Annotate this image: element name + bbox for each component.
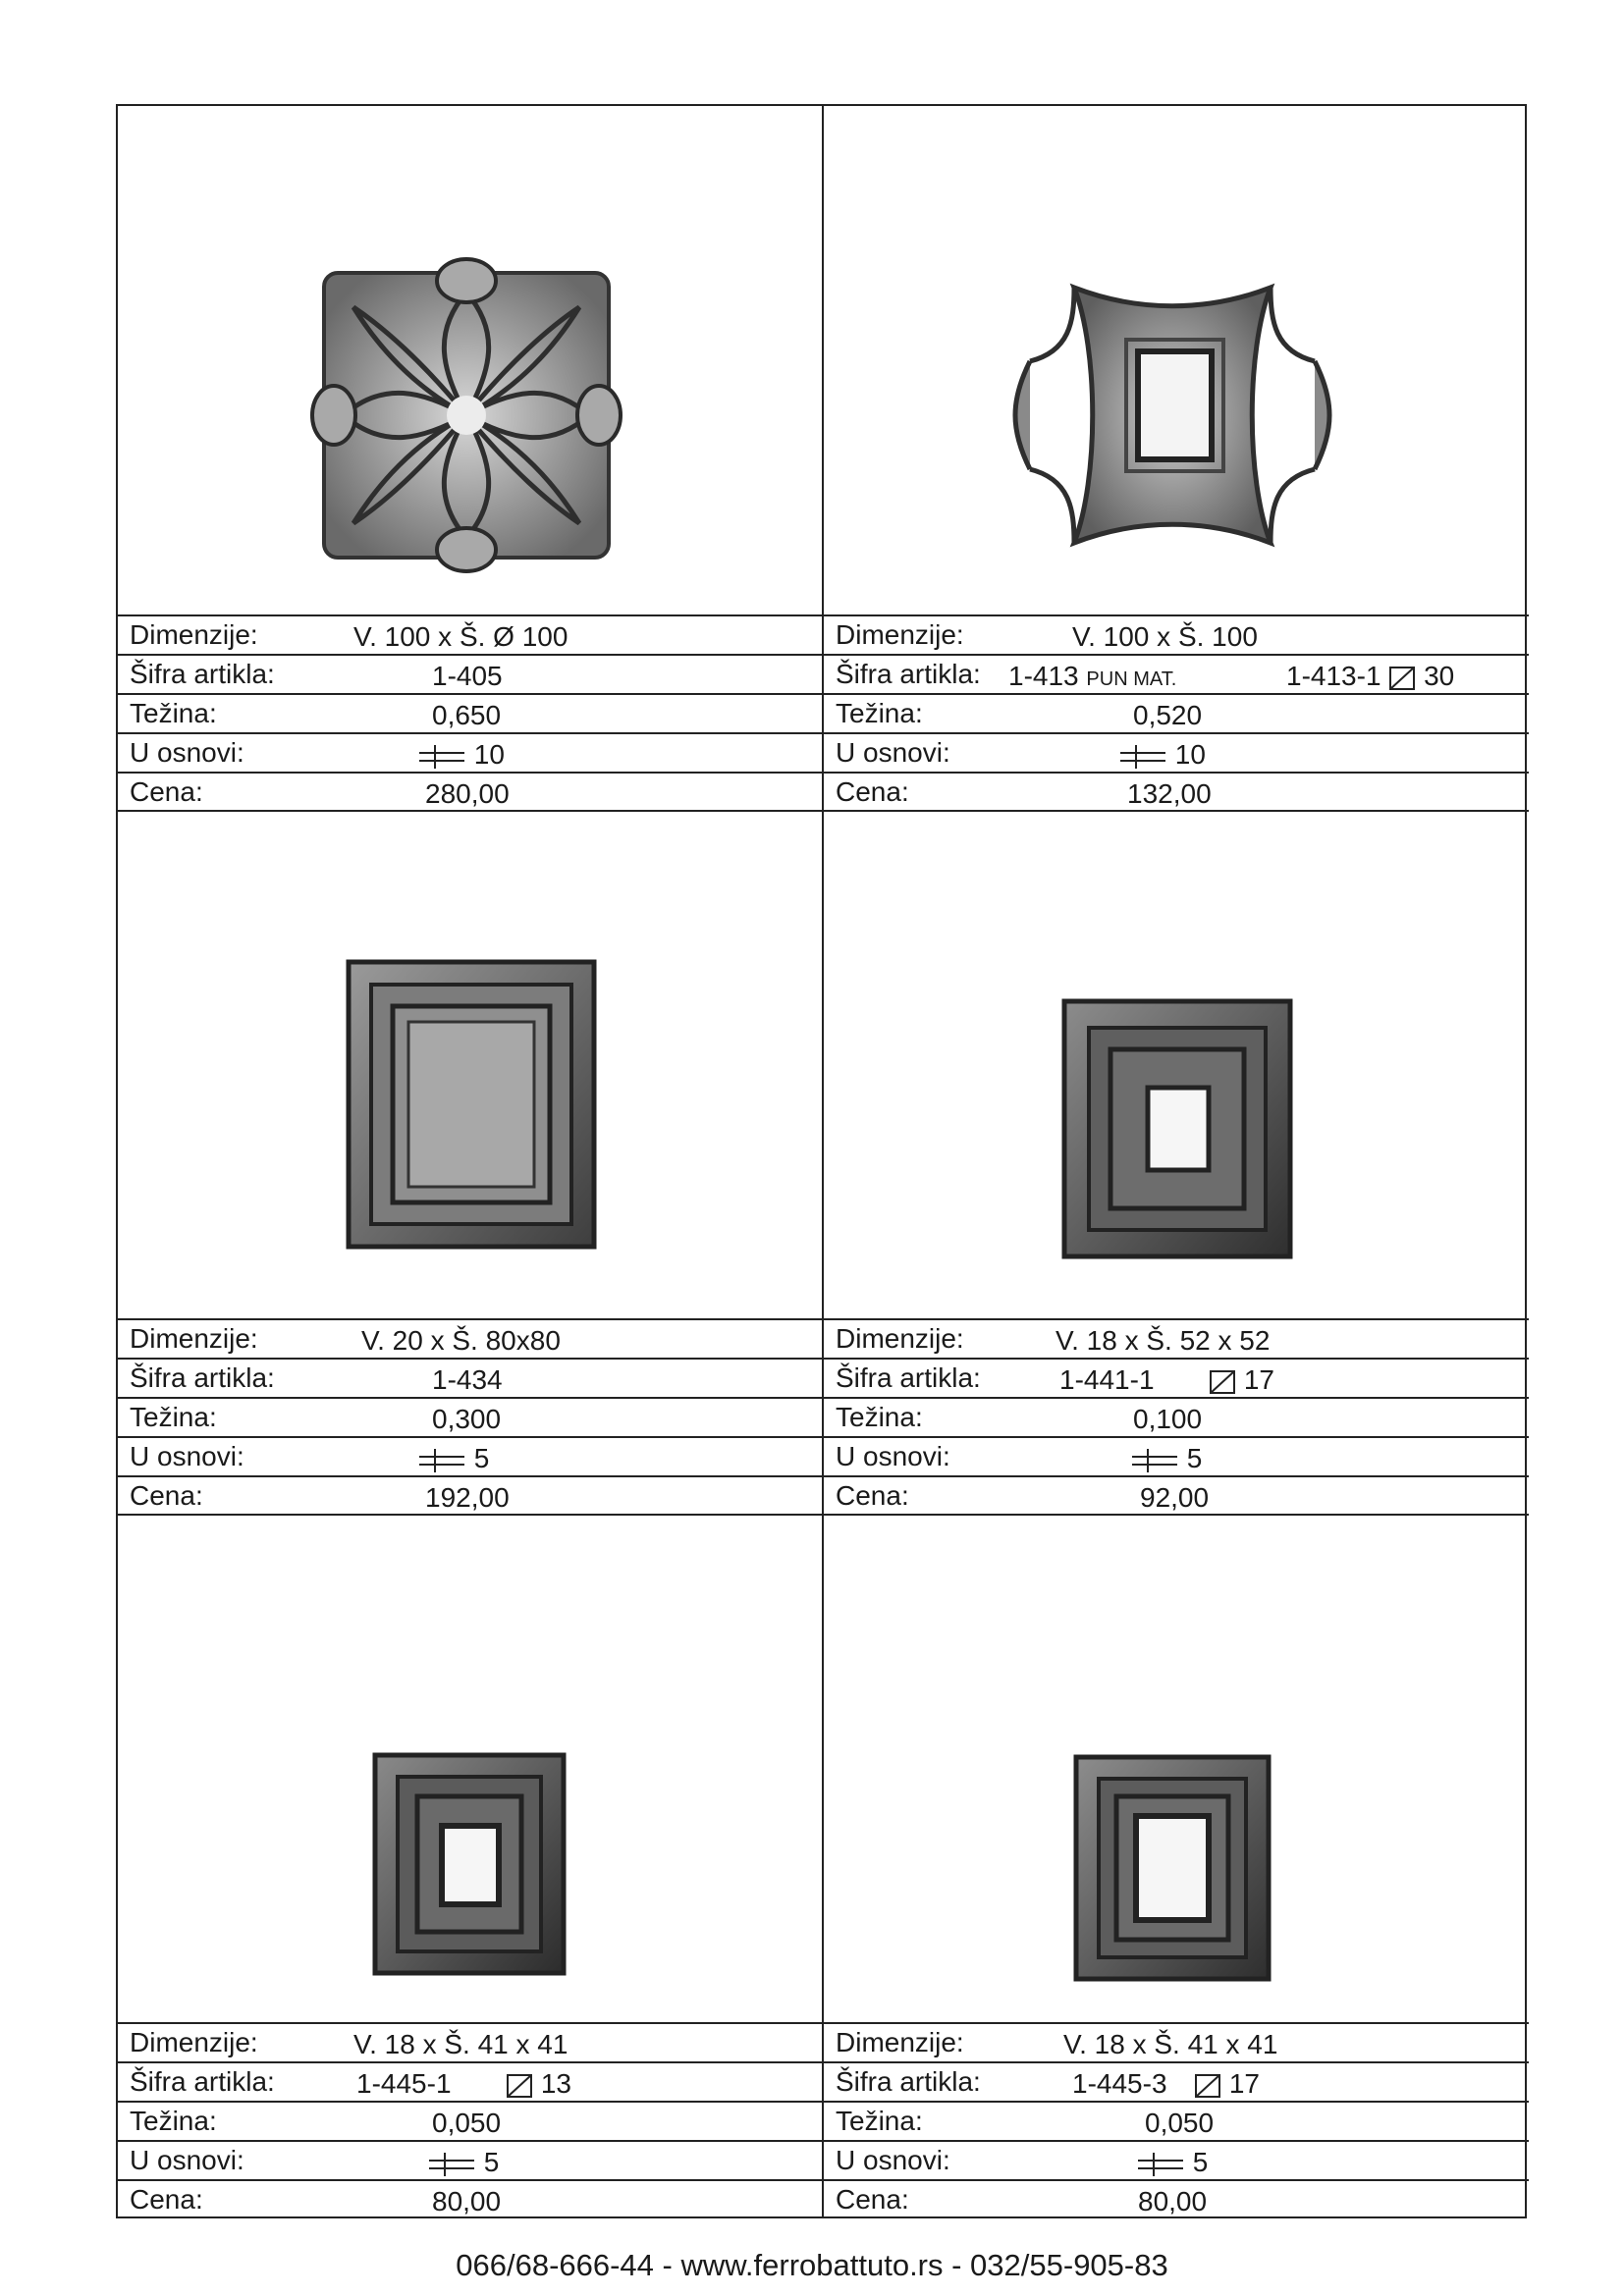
value-base: 5 <box>483 2147 500 2177</box>
value-code: 1-405 <box>432 661 503 691</box>
cross-section-square-icon <box>1130 1448 1179 1473</box>
spec-row-base <box>118 1436 823 1475</box>
value-code-alt: 1-413-1 <box>1286 661 1381 691</box>
square-hole-icon <box>1194 2073 1221 2099</box>
label-dimensions: Dimenzije: <box>130 1323 258 1354</box>
value-weight: 0,300 <box>432 1404 502 1434</box>
value-code: 1-445-1 <box>356 2068 452 2099</box>
value-dimensions: V. 18 x Š. 41 x 41 <box>1063 2029 1278 2059</box>
spec-row-weight <box>824 2101 1529 2140</box>
cross-section-square-icon <box>417 1448 466 1473</box>
label-dimensions: Dimenzije: <box>836 1323 964 1354</box>
cross-section-square-icon <box>427 2152 476 2177</box>
value-dimensions: V. 18 x Š. 41 x 41 <box>353 2029 568 2059</box>
spec-row-dimensions <box>118 2022 823 2061</box>
product-specs <box>824 1318 1529 1514</box>
label-base: U osnovi: <box>130 2145 244 2175</box>
label-weight: Težina: <box>836 1402 923 1432</box>
product-specs <box>118 614 823 810</box>
product-card-1-445-3 <box>824 1514 1529 2217</box>
square-hole-icon <box>506 2073 533 2099</box>
small-square-collar-icon <box>118 1514 823 2022</box>
value-code-alt-size: 30 <box>1424 661 1455 691</box>
spec-row-weight <box>118 1397 823 1436</box>
product-card-1-445-1 <box>118 1514 823 2217</box>
product-specs <box>118 2022 823 2217</box>
value-code-size: 13 <box>540 2068 572 2099</box>
label-dimensions: Dimenzije: <box>836 2027 964 2057</box>
spec-row-base <box>118 2140 823 2179</box>
label-dimensions: Dimenzije: <box>130 2027 258 2057</box>
spec-row-weight <box>118 2101 823 2140</box>
label-code: Šifra artikla: <box>130 659 275 689</box>
spec-row-price <box>824 2179 1529 2218</box>
spec-row-code <box>824 1358 1529 1397</box>
product-card-1-434 <box>118 810 823 1514</box>
cross-section-square-icon <box>1136 2152 1185 2177</box>
value-code: 1-434 <box>432 1364 503 1395</box>
value-weight: 0,050 <box>432 2108 502 2138</box>
spec-row-price <box>118 772 823 811</box>
product-image <box>824 1514 1529 2022</box>
label-price: Cena: <box>130 776 203 807</box>
value-weight: 0,520 <box>1133 700 1203 730</box>
value-weight: 0,100 <box>1133 1404 1203 1434</box>
label-code: Šifra artikla: <box>836 1362 981 1393</box>
label-base: U osnovi: <box>130 1441 244 1471</box>
spec-row-dimensions <box>824 2022 1529 2061</box>
value-base: 5 <box>1192 2147 1209 2177</box>
spec-row-dimensions <box>118 614 823 654</box>
value-price: 132,00 <box>1127 778 1212 809</box>
label-price: Cena: <box>130 2184 203 2215</box>
value-dimensions: V. 18 x Š. 52 x 52 <box>1056 1325 1271 1356</box>
spec-row-dimensions <box>824 1318 1529 1358</box>
value-code-size: 17 <box>1243 1364 1275 1395</box>
label-code: Šifra artikla: <box>836 2066 981 2097</box>
label-code: Šifra artikla: <box>836 659 981 689</box>
label-weight: Težina: <box>130 698 217 728</box>
value-code: 1-413 <box>1008 661 1079 691</box>
product-specs <box>118 1318 823 1514</box>
spec-row-dimensions <box>118 1318 823 1358</box>
spec-row-base <box>824 732 1529 772</box>
product-image <box>118 106 823 614</box>
value-base: 5 <box>1186 1443 1203 1473</box>
product-image <box>824 106 1529 614</box>
product-card-1-413 <box>824 106 1529 810</box>
spec-row-weight <box>824 1397 1529 1436</box>
label-weight: Težina: <box>836 2106 923 2136</box>
rosette-hole-icon <box>824 106 1529 614</box>
label-base: U osnovi: <box>836 1441 950 1471</box>
product-specs <box>824 614 1529 810</box>
spec-row-price <box>824 772 1529 811</box>
product-specs <box>824 2022 1529 2217</box>
spec-row-base <box>118 732 823 772</box>
spec-row-code <box>118 654 823 693</box>
label-price: Cena: <box>130 1480 203 1511</box>
value-price: 80,00 <box>432 2186 502 2216</box>
value-dimensions: V. 100 x Š. 100 <box>1072 621 1258 652</box>
small-square-collar-icon <box>824 1514 1529 2022</box>
spec-row-dimensions <box>824 614 1529 654</box>
label-code: Šifra artikla: <box>130 2066 275 2097</box>
product-catalog-grid <box>116 104 1527 2218</box>
product-image <box>824 810 1529 1318</box>
label-price: Cena: <box>836 1480 909 1511</box>
value-base: 5 <box>473 1443 490 1473</box>
square-plate-icon <box>118 810 823 1318</box>
label-price: Cena: <box>836 2184 909 2215</box>
value-price: 280,00 <box>425 778 510 809</box>
label-weight: Težina: <box>836 698 923 728</box>
value-code: 1-445-3 <box>1072 2068 1167 2099</box>
product-card-1-441-1 <box>824 810 1529 1514</box>
label-price: Cena: <box>836 776 909 807</box>
value-code: 1-441-1 <box>1059 1364 1155 1395</box>
label-code: Šifra artikla: <box>130 1362 275 1393</box>
value-price: 92,00 <box>1140 1482 1210 1513</box>
rosette-ornament-icon <box>118 106 823 614</box>
spec-row-price <box>824 1475 1529 1515</box>
spec-row-base <box>824 1436 1529 1475</box>
label-dimensions: Dimenzije: <box>130 619 258 650</box>
contact-footer: 066/68-666-44 - www.ferrobattuto.rs - 032/55-905-83 <box>456 2248 1168 2282</box>
value-code-size: 17 <box>1228 2068 1261 2099</box>
cross-section-square-icon <box>1118 744 1167 770</box>
value-dimensions: V. 100 x Š. Ø 100 <box>353 621 568 652</box>
spec-row-code <box>118 1358 823 1397</box>
product-card-1-405 <box>118 106 823 810</box>
cross-section-square-icon <box>417 744 466 770</box>
label-base: U osnovi: <box>836 2145 950 2175</box>
spec-row-code <box>118 2061 823 2101</box>
spec-row-code <box>824 654 1529 693</box>
value-base: 10 <box>1174 739 1206 770</box>
value-price: 192,00 <box>425 1482 510 1513</box>
value-code-note: PUN MAT. <box>1086 668 1177 690</box>
square-collar-icon <box>824 810 1529 1318</box>
value-weight: 0,050 <box>1145 2108 1215 2138</box>
value-dimensions: V. 20 x Š. 80x80 <box>361 1325 561 1356</box>
spec-row-price <box>118 1475 823 1515</box>
product-image <box>118 810 823 1318</box>
spec-row-weight <box>824 693 1529 732</box>
label-weight: Težina: <box>130 1402 217 1432</box>
value-weight: 0,650 <box>432 700 502 730</box>
label-dimensions: Dimenzije: <box>836 619 964 650</box>
spec-row-weight <box>118 693 823 732</box>
spec-row-price <box>118 2179 823 2218</box>
label-base: U osnovi: <box>836 737 950 768</box>
product-image <box>118 1514 823 2022</box>
value-base: 10 <box>473 739 505 770</box>
value-price: 80,00 <box>1138 2186 1208 2216</box>
label-weight: Težina: <box>130 2106 217 2136</box>
label-base: U osnovi: <box>130 737 244 768</box>
spec-row-code <box>824 2061 1529 2101</box>
spec-row-base <box>824 2140 1529 2179</box>
square-hole-icon <box>1388 666 1416 691</box>
square-hole-icon <box>1209 1369 1236 1395</box>
